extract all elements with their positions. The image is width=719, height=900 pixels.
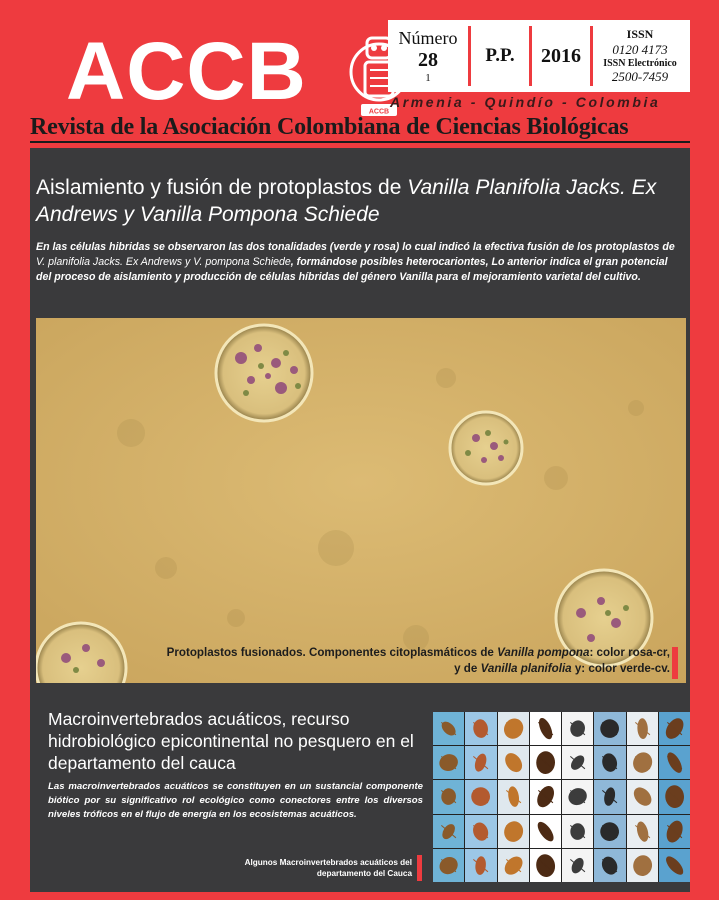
specimen-photo xyxy=(530,712,561,745)
pages: P.P. xyxy=(485,45,515,66)
journal-title: Revista de la Asociación Colombiana de Ciencias Biológicas xyxy=(30,114,629,140)
specimen-photo xyxy=(594,712,625,745)
specimen-photo xyxy=(659,849,690,882)
specimen-photo xyxy=(659,712,690,745)
specimen-photo xyxy=(594,780,625,813)
specimen-photo xyxy=(498,780,529,813)
article2-abstract: Las macroinvertebrados acuáticos se constituyen en un sustancial componente biótico por su significativo rol ecológico como conectores entre los diversos niveles tróficos en el flujo de energía en los ecosistemas acuáticos. xyxy=(48,781,423,820)
divider xyxy=(30,141,690,143)
protoplast-cell xyxy=(450,412,522,484)
caption-marker xyxy=(672,647,678,679)
specimen-photo xyxy=(562,849,593,882)
specimen-photo xyxy=(433,712,464,745)
caption-marker xyxy=(417,855,422,881)
specimen-photo xyxy=(530,849,561,882)
specimen-photo xyxy=(659,780,690,813)
issn-block: ISSN 0120 4173 ISSN Electrónico 2500-7459 xyxy=(603,27,677,84)
specimen-photo xyxy=(433,780,464,813)
specimen-photo xyxy=(594,815,625,848)
specimen-photo xyxy=(465,712,496,745)
article1-abstract: En las células hibridas se observaron las dos tonalidades (verde y rosa) lo cual indicó la efectiva fusión de los protoplastos de V. planifolia Jacks. Ex Andrews y V. pompona Schiede, formándose posibles heterocariontes, Lo anterior indica el gran potencial del proceso de aislamiento y producción de células híbridas del género Vanilla para el mejoramiento varietal del cultivo. xyxy=(36,241,675,284)
specimen-photo xyxy=(627,746,658,779)
specimen-photo xyxy=(530,780,561,813)
specimen-photo xyxy=(627,849,658,882)
journal-logo xyxy=(30,14,390,117)
article2-title: Macroinvertebrados acuáticos, recurso hidrobiológico epicontinental no pesquero en el departamento del cauca xyxy=(48,709,414,773)
issue-number: Número 28 1 xyxy=(398,28,458,84)
specimen-photo xyxy=(498,815,529,848)
specimen-photo xyxy=(465,815,496,848)
specimen-photo xyxy=(562,712,593,745)
specimen-photo xyxy=(465,849,496,882)
photo-caption: Protoplastos fusionados. Componentes citoplasmáticos de Vanilla pompona: color rosa-cr, y de Vanilla planifolia y: color verde-cv. xyxy=(166,646,670,675)
specimen-photo xyxy=(562,746,593,779)
specimen-photo xyxy=(498,746,529,779)
specimen-photo xyxy=(594,746,625,779)
protoplast-micrograph xyxy=(36,318,686,683)
specimen-photo xyxy=(530,815,561,848)
specimen-photo xyxy=(498,849,529,882)
specimen-photo xyxy=(627,815,658,848)
article1-title: Aislamiento y fusión de protoplastos de Vanilla Planifolia Jacks. Ex Andrews y Vanilla Pompona Schiede xyxy=(36,176,657,226)
specimen-photo xyxy=(659,746,690,779)
logo-text: ACCB xyxy=(66,26,307,117)
mosaic-caption: Algunos Macroinvertebrados acuáticos del departamento del Cauca xyxy=(244,858,412,878)
year: 2016 xyxy=(541,44,581,67)
specimen-photo xyxy=(627,780,658,813)
issue-info-box xyxy=(388,20,690,92)
specimen-photo xyxy=(498,712,529,745)
specimen-photo xyxy=(562,815,593,848)
specimen-photo xyxy=(433,746,464,779)
specimen-photo xyxy=(465,746,496,779)
specimen-photo xyxy=(530,746,561,779)
emblem-label: ACCB xyxy=(368,108,390,116)
specimen-photo xyxy=(659,815,690,848)
specimen-photo xyxy=(562,780,593,813)
specimen-photo xyxy=(433,815,464,848)
specimen-photo xyxy=(594,849,625,882)
location: Armenia - Quindío - Colombia xyxy=(390,94,661,110)
specimen-photo xyxy=(433,849,464,882)
specimen-photo xyxy=(627,712,658,745)
macroinvertebrates-mosaic xyxy=(433,712,690,882)
protoplast-cell xyxy=(216,325,312,421)
specimen-photo xyxy=(465,780,496,813)
